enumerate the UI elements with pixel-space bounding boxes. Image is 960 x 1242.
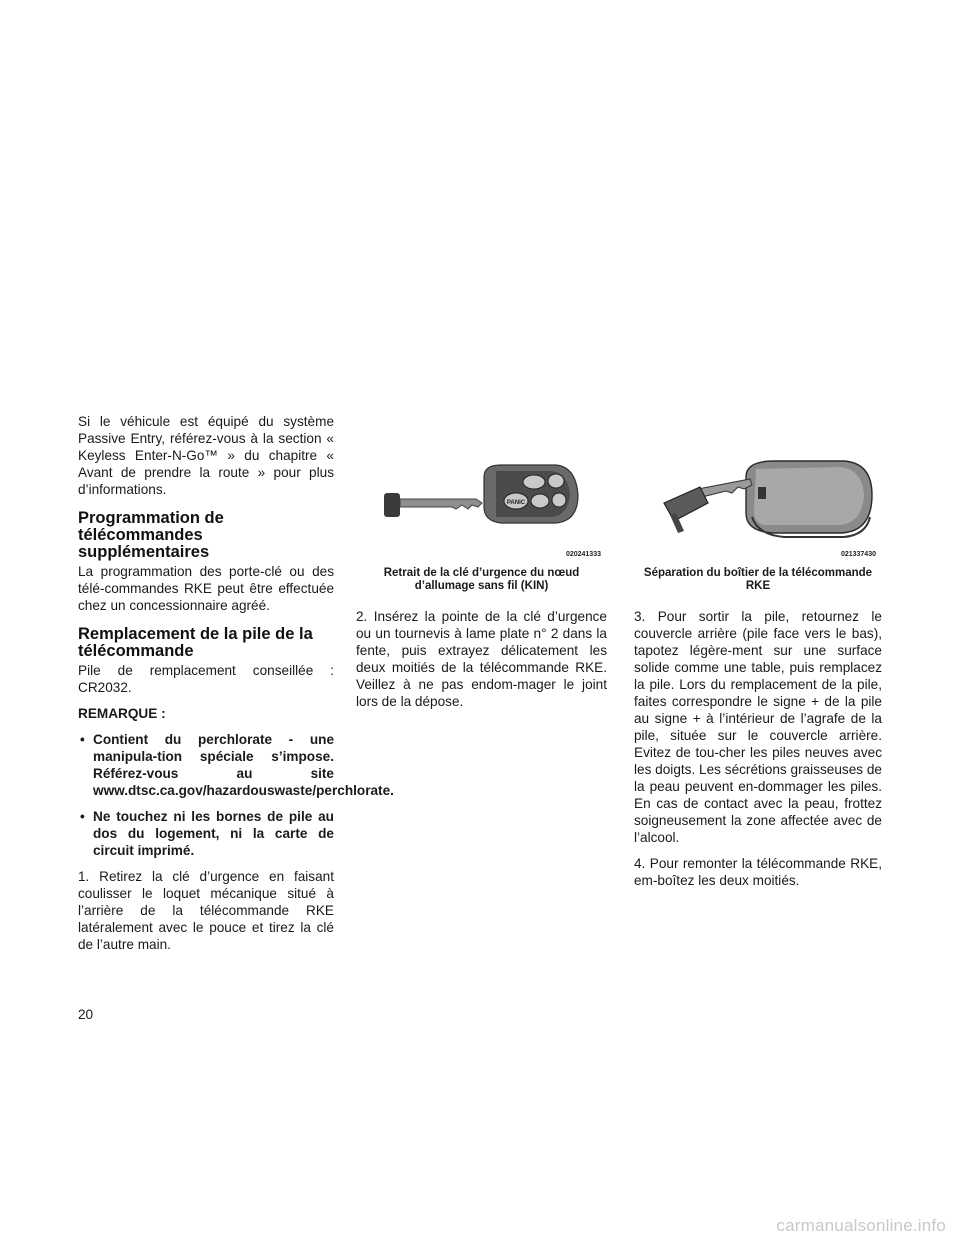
watermark: carmanualsonline.info xyxy=(776,1216,946,1235)
page-number: 20 xyxy=(78,1007,94,1022)
note-label: REMARQUE : xyxy=(78,706,166,721)
figure-caption: Séparation du boîtier de la télécommande RKE xyxy=(643,567,873,592)
bullet-icon: • xyxy=(80,732,85,747)
note-bullet-list xyxy=(78,731,394,859)
figure-rke-case-separation xyxy=(634,455,882,593)
step-2-paragraph: 2. Insérez la pointe de la clé d’urgence ou un tournevis à lame plate n° 2 dans la fente, puis extrayez délicatement les deux moitiés de la télécommande RKE. Veillez à ne pas endom-mager le joint lors de la dépose. xyxy=(356,609,607,709)
section-heading-programming: Programmation de télécommandes supplémentaires xyxy=(78,509,224,561)
figure-caption: Retrait de la clé d’urgence du nœud d’allumage sans fil (KIN) xyxy=(383,567,580,592)
section-heading-battery-replacement: Remplacement de la pile de la télécommande xyxy=(78,625,313,660)
bullet-icon: • xyxy=(80,809,85,824)
intro-paragraph: Si le véhicule est équipé du système Passive Entry, référez-vous à la section « Keyless Enter-N-Go™ » du chapitre « Avant de prendre la route » pour plus d’informations. xyxy=(78,414,334,497)
bullet-item-terminals: • Ne touchez ni les bornes de pile au dos du logement, ni la carte de circuit imprimé. xyxy=(80,809,334,858)
text-column-2 xyxy=(356,608,607,719)
bullet-item-perchlorate: • Contient du perchlorate - une manipula-tion spéciale s’impose. Référez-vous au site www.dtsc.ca.gov/hazardouswaste/perchlorate. xyxy=(80,732,394,798)
panic-button-label: PANIC xyxy=(506,500,526,506)
figure-code: 020241333 xyxy=(565,551,601,558)
battery-type-paragraph: Pile de remplacement conseillée : CR2032. xyxy=(78,663,334,695)
figure-emergency-key-removal xyxy=(356,455,607,593)
key-fob-illustration xyxy=(356,455,607,563)
step-4-paragraph: 4. Pour remonter la télécommande RKE, em-boîtez les deux moitiés. xyxy=(634,856,882,888)
text-column-3 xyxy=(634,608,882,898)
programming-paragraph: La programmation des porte-clé ou des télé-commandes RKE peut être effectuée chez un concessionnaire agréé. xyxy=(78,564,334,613)
text-column-1 xyxy=(78,413,394,962)
figure-code: 021337430 xyxy=(840,551,876,558)
step-3-paragraph: 3. Pour sortir la pile, retournez le couvercle arrière (pile face vers le bas), tapotez légère-ment sur une surface solide comme une table, puis remplacez la pile. Lors du remplacement de la pile, faites correspondre le signe + de la pile au signe + à l’intérieur de l’agrafe de la pile, située sur le couvercle arrière. Evitez de tou-cher les piles neuves avec les doigts. Les sécrétions graisseuses de la peau peuvent en-dommager les piles. En cas de contact avec la peau, frottez soigneusement la zone affectée avec de l’alcool. xyxy=(634,609,882,845)
step-1-paragraph: 1. Retirez la clé d’urgence en faisant coulisser le loquet mécanique situé à l’arrière de la télécommande RKE latéralement avec le pouce et tirez la clé de l’autre main. xyxy=(78,869,334,952)
rke-case-illustration xyxy=(634,455,882,563)
